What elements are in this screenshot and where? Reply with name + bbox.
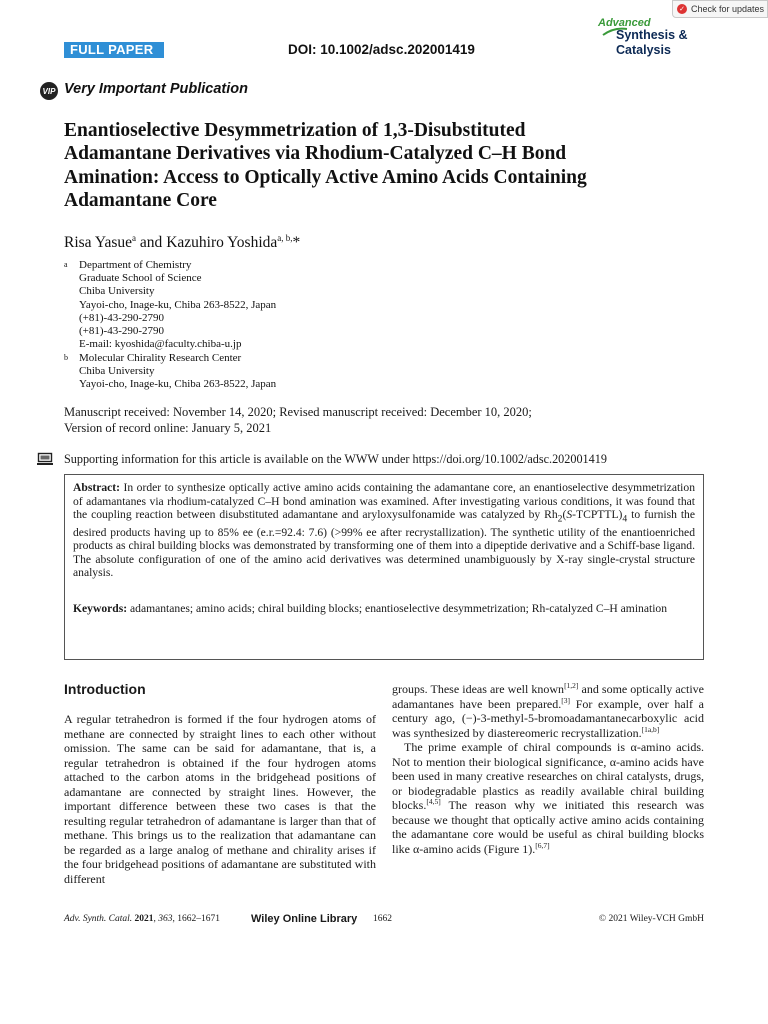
keywords-label: Keywords: [73,601,128,615]
affiliation-fax: (+81)-43-290-2790 [79,325,165,338]
body-paragraph [392,682,704,740]
abstract-text: -TCPTTL) [572,508,623,521]
page-number: 1662 [373,914,392,924]
title-line: Enantioselective Desymmetrization of 1,3-Disubstituted [64,120,526,141]
vip-icon: VIP [40,82,58,100]
keywords-text: adamantanes; amino acids; chiral building blocks; enantioselective desymmetrization; Rh-catalyzed C–H amination [127,601,668,615]
copyright: © 2021 Wiley-VCH GmbH [598,914,704,924]
affiliation-phone: (+81)-43-290-2790 [79,311,165,324]
author-joiner: and [136,234,167,252]
body-paragraph [392,740,704,856]
paragraph-text: For example, over half a century ago, (−)-3-methyl-5-bromoadamantanecarboxylic acid was synthesized by diastereomeric recrystallization. [392,696,704,740]
article-title [64,119,704,212]
abstract-subscript: 4 [622,513,628,525]
citation-link[interactable]: [1a,b] [641,724,660,734]
affiliation-email[interactable]: E-mail: kyoshida@faculty.chiba-u.jp [79,338,242,351]
affiliation-line: Chiba University [79,285,155,298]
abstract-text: In order to synthesize optically active amino acids containing the adamantane core, an enantioselective desymmetrization of adamantanes via rhodium-catalyzed C–H bond amination was examined. After investigating various conditions, it was found that the coupling reaction between disubstituted adamantane and aryloxysulfonamide was catalyzed by Rh [73,481,695,521]
check-updates-icon: ✓ [677,4,687,14]
affiliation-line: Yayoi-cho, Inage-ku, Chiba 263-8522, Japan [79,298,277,311]
title-line: Adamantane Derivatives via Rhodium-Catalyzed C–H Bond [64,143,567,165]
abstract-text: ( [562,508,567,521]
logo-line3: Catalysis [616,43,671,57]
keywords [73,602,695,616]
title-line: Adamantane Core [64,189,217,211]
title-line: Amination: Access to Optically Active Amino Acids Containing [64,166,587,188]
wiley-online-library[interactable]: Wiley Online Library [251,913,358,925]
paragraph-text: The reason why we initiated this research was because we thought that optically active amino acids containing the adamantane core would be useful as chiral building blocks like α-amino acids (Figure 1). [392,798,704,857]
author-list [64,233,300,252]
affiliation-marker: a [64,260,68,269]
body-paragraph: A regular tetrahedron is formed if the four hydrogen atoms of methane are connected by straight lines to each other without omission. The same can be said for adamantane, that is, a regular tetrahedron is obtained if the four hydrogen atoms attached to the carbon atoms in the bridgehead positions of adamantane are connected by straight lines. However, the important difference between these two cases is that the resulting regular tetrahedron of adamantane is larger than that of methane. This brings us to the realization that adamantane can be regarded as a large analog of methane and chirality arises if the four bridgehead positions of adamantane are substituted with different [64,712,376,887]
citation-link[interactable]: [6,7] [535,841,550,851]
affiliation-line: Department of Chemistry [79,259,192,271]
body-column-right [392,682,704,857]
affiliation-line: Chiba University [79,365,155,378]
doi: DOI: 10.1002/adsc.202001419 [288,42,475,57]
affiliation-line: Yayoi-cho, Inage-ku, Chiba 263-8522, Japan [79,378,277,391]
citation-link[interactable]: [4,5] [426,797,441,807]
logo-line2: Synthesis & [616,28,688,42]
page-footer [64,914,704,928]
corresponding-mark: * [292,234,301,252]
affiliation-a [79,259,276,351]
citation-link[interactable]: [1,2] [564,681,579,690]
author-affiliation-mark: a [132,233,137,243]
author-name: Risa Yasue [64,234,133,252]
author-name: Kazuhiro Yoshida [166,234,278,252]
author-affiliation-mark: a, b, [277,233,293,243]
paragraph-text: and some optically active adamantanes have been prepared. [392,682,704,711]
supporting-info-link[interactable]: Supporting information for this article is available on the WWW under https://doi.org/10.1002/adsc.202001419 [64,452,607,466]
check-for-updates-button[interactable] [672,0,768,18]
online-date: Version of record online: January 5, 2021 [64,420,272,435]
monitor-icon [37,452,53,466]
paragraph-text: groups. These ideas are well known [392,682,565,696]
affiliation-line: Molecular Chirality Research Center [79,352,242,364]
citation-link[interactable]: [3] [561,695,571,705]
body-column-left [64,682,376,887]
journal-logo [598,17,718,61]
abstract [73,481,695,580]
citation-volume: 363 [158,914,173,924]
affiliation-b [79,352,276,392]
journal-citation: Adv. Synth. Catal. 2021, 363, 1662–1671 [64,914,221,924]
section-label: FULL PAPER [64,42,164,58]
abstract-italic: S [566,508,573,521]
affiliation-line: Graduate School of Science [79,272,202,285]
abstract-label: Abstract: [73,481,121,494]
vip-label: Very Important Publication [64,81,248,97]
paragraph-text: The prime example of chiral compounds is α-amino acids. Not to mention their biological significance, α-amino acids have been used in many creative researches on chiral catalysts, drugs, or biodegradable plastics as readily available chiral building blocks. [392,740,704,813]
citation-year: 2021 [134,914,154,924]
manuscript-dates [64,405,704,436]
received-dates: Manuscript received: November 14, 2020; Revised manuscript received: December 10, 2020; [64,405,532,419]
journal-abbreviation: Adv. Synth. Catal. [64,914,133,924]
logo-line1: Advanced [598,17,651,29]
affiliation-marker: b [64,353,68,362]
abstract-subscript: 2 [557,513,563,525]
section-heading: Introduction [64,681,146,697]
abstract-box [64,474,704,660]
citation-pages: 1662–1671 [177,914,221,924]
check-updates-label: Check for updates [691,4,765,14]
abstract-text: to furnish the desired products having up to 85% ee (e.r.=92.4: 7.6) (>99% ee after recrystallization). The synthetic utility of the enantioenriched products as chiral building blocks was demonstrated by transforming one of them into a dipeptide derivative and a Schiff-base ligand. The absolute configuration of one of the amino acid derivatives was determined unambiguously by X-ray single-crystal structure analysis. [73,508,695,580]
